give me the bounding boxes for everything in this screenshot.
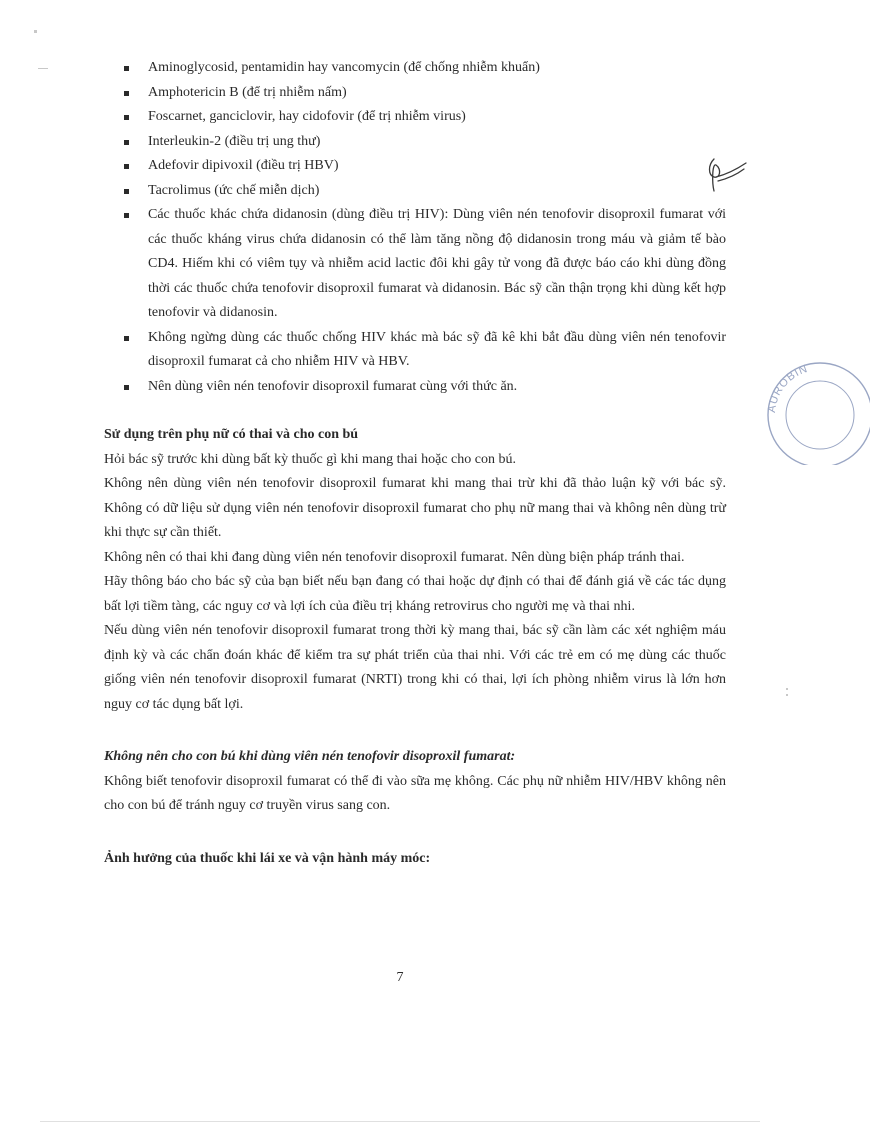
scan-mark [786,688,788,690]
pregnancy-paragraph: Hỏi bác sỹ trước khi dùng bất kỳ thuốc gì khi mang thai hoặc cho con bú. [104,451,516,467]
bullet-item: Amphotericin B (để trị nhiễm nấm) [124,81,726,106]
svg-text:AUROBIN [766,363,810,414]
breastfeeding-paragraph: Không biết tenofovir disoproxil fumarat có thể đi vào sữa mẹ không. Các phụ nữ nhiễm HIV/HBV không nên cho con bú để tránh nguy cơ truyền virus sang con. [104,773,726,813]
bullet-item: Aminoglycosid, pentamidin hay vancomycin (để chống nhiễm khuẩn) [124,56,726,81]
pregnancy-paragraph: Không nên có thai khi đang dùng viên nén tenofovir disoproxil fumarat. Nên dùng biện pháp tránh thai. [104,549,685,565]
bullet-item: Foscarnet, ganciclovir, hay cidofovir (để trị nhiễm virus) [124,105,726,130]
page-number: 7 [396,970,404,985]
bullet-item: Adefovir dipivoxil (điều trị HBV) [124,154,726,179]
pregnancy-paragraph: Hãy thông báo cho bác sỹ của bạn biết nếu bạn đang có thai hoặc dự định có thai để đánh giá về các tác dụng bất lợi tiềm tàng, các nguy cơ và lợi ích của điều trị kháng retrovirus cho người mẹ và thai nhi. [104,574,726,614]
bullet-item: Nên dùng viên nén tenofovir disoproxil fumarat cùng với thức ăn. [124,375,726,400]
scan-bottom-edge [40,1121,760,1122]
scan-mark [38,68,48,69]
pregnancy-paragraph: Không nên dùng viên nén tenofovir disoproxil fumarat khi mang thai trừ khi đã thảo luận kỹ với bác sỹ. Không có dữ liệu sử dụng viên nén tenofovir disoproxil fumarat cho phụ nữ mang thai và không nên dùng trừ khi thực sự cần thiết. [104,476,726,540]
stamp-text: AUROBIN [765,362,810,414]
signature-icon [700,155,748,195]
bullet-item: Interleukin-2 (điều trị ung thư) [124,130,726,155]
scan-mark [34,30,37,33]
bullet-item: Tacrolimus (ức chế miễn dịch) [124,179,726,204]
bullet-item: Các thuốc khác chứa didanosin (dùng điều trị HIV): Dùng viên nén tenofovir disoproxil fumarat với các thuốc kháng virus chứa didanosin có thể làm tăng nồng độ didanosin trong máu và giảm tế bào CD4. Hiếm khi có viêm tụy và nhiễm acid lactic đôi khi gây tử vong đã được báo cáo khi dùng đồng thời các thuốc chứa tenofovir disoproxil fumarat và didanosin. Bác sỹ cần thận trọng khi dùng kết hợp tenofovir và didanosin. [124,203,726,326]
breastfeeding-section-title: Không nên cho con bú khi dùng viên nén tenofovir disoproxil fumarat: [104,749,516,764]
document-page [104,56,726,871]
interaction-bullet-list [104,56,726,399]
driving-section-title: Ảnh hưởng của thuốc khi lái xe và vận hành máy móc: [104,850,431,866]
bullet-item: Không ngừng dùng các thuốc chống HIV khác mà bác sỹ đã kê khi bắt đầu dùng viên nén tenofovir disoproxil fumarat cả cho nhiễm HIV và HBV. [124,326,726,375]
company-stamp-icon [760,355,870,465]
scan-mark [786,694,788,696]
pregnancy-section-title: Sử dụng trên phụ nữ có thai và cho con bú [104,427,359,442]
pregnancy-paragraph: Nếu dùng viên nén tenofovir disoproxil fumarat trong thời kỳ mang thai, bác sỹ cần làm các xét nghiệm máu định kỳ và các chẩn đoán khác để kiểm tra sự phát triển của thai nhi. Với các trẻ em có mẹ dùng các thuốc giống viên nén tenofovir disoproxil fumarat (NRTI) trong khi có thai, lợi ích phòng nhiễm virus là lớn hơn nguy cơ tác dụng bất lợi. [104,623,726,712]
